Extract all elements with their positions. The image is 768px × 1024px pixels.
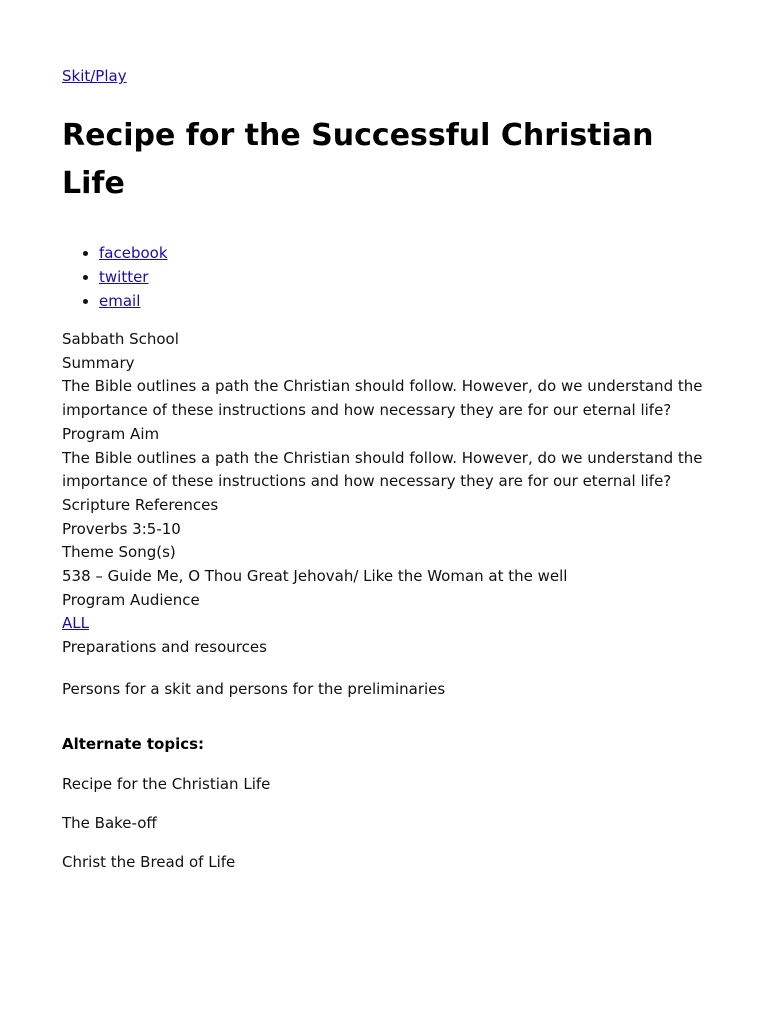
theme-song-value: 538 – Guide Me, O Thou Great Jehovah/ Like the Woman at the well bbox=[62, 567, 568, 586]
persons-paragraph: Persons for a skit and persons for the preliminaries bbox=[62, 680, 446, 698]
aim-label: Program Aim bbox=[62, 424, 160, 443]
aim-text: The Bible outlines a path the Christian should follow. However, do we understand the importance of these instructions and how necessary they are for our eternal life? bbox=[62, 448, 703, 491]
alternate-topic-item: The Bake-off bbox=[62, 814, 157, 832]
alternate-topic-item: Recipe for the Christian Life bbox=[62, 775, 271, 793]
audience-row bbox=[62, 612, 722, 636]
share-links bbox=[62, 241, 168, 313]
summary-text: The Bible outlines a path the Christian should follow. However, do we understand the importance of these instructions and how necessary they are for our eternal life? bbox=[62, 377, 703, 420]
facebook-share-link[interactable]: facebook bbox=[99, 244, 168, 262]
scripture-value: Proverbs 3:5-10 bbox=[62, 519, 181, 538]
audience-label: Program Audience bbox=[62, 590, 200, 609]
program-type: Sabbath School bbox=[62, 330, 179, 348]
theme-song-label: Theme Song(s) bbox=[62, 543, 176, 562]
scripture-label: Scripture References bbox=[62, 495, 219, 514]
share-item-twitter bbox=[99, 265, 168, 289]
twitter-share-link[interactable]: twitter bbox=[99, 268, 149, 286]
preparations-label: Preparations and resources bbox=[62, 638, 267, 657]
alternate-topics-heading: Alternate topics: bbox=[62, 735, 205, 753]
summary-label: Summary bbox=[62, 353, 135, 372]
page-title: Recipe for the Successful Christian Life bbox=[62, 118, 654, 201]
share-item-facebook bbox=[99, 241, 168, 265]
email-share-link[interactable]: email bbox=[99, 292, 141, 310]
alternate-topic-item: Christ the Bread of Life bbox=[62, 853, 236, 871]
share-item-email bbox=[99, 289, 168, 313]
category-link[interactable]: Skit/Play bbox=[62, 67, 127, 85]
audience-link[interactable]: ALL bbox=[62, 614, 89, 633]
program-details bbox=[62, 328, 722, 660]
